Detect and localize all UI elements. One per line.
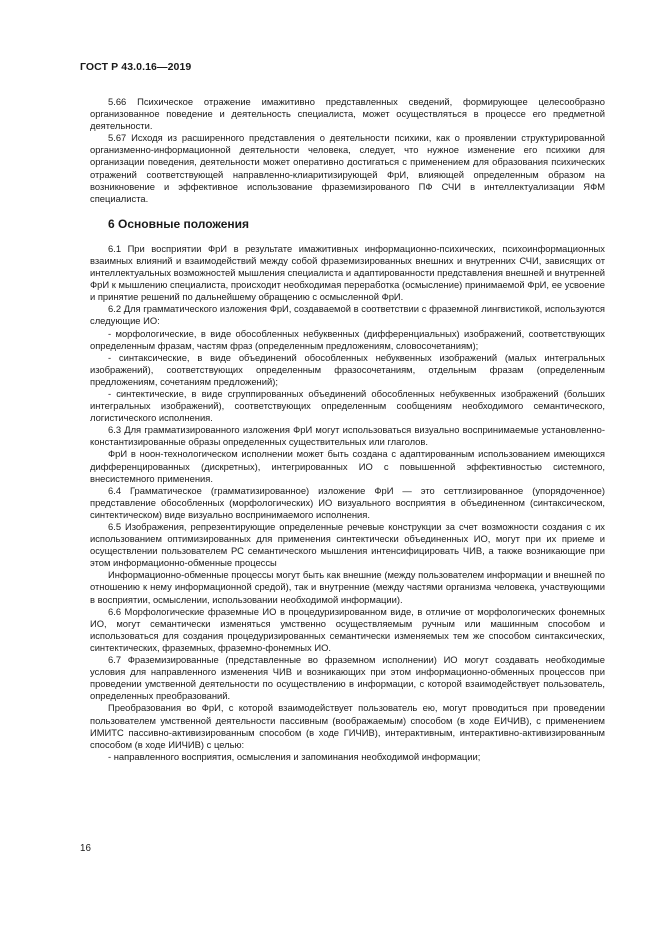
paragraph-6-7-continued: Преобразования во ФрИ, с которой взаимодействует пользователь ею, могут проводиться при проведении пользователем умственной деятельности пассивным (воображаемым) способом (в ходе ЕИЧИВ), с применением ИМИТС пассивно-активизированным способом (в ходе ГИЧИВ), интерактивным, интерактивно-активизированным способом (в ходе ИИЧИВ) с целью:: [90, 702, 605, 750]
paragraph-6-3-continued: ФрИ в ноон-технологическом исполнении может быть создана с адаптированным использованием имеющихся дифференцированных (дискретных), интегрированных ИО с повышенной эффективностью системного, внесистемного применения.: [90, 448, 605, 484]
paragraph-6-5: 6.5 Изображения, репрезентирующие определенные речевые конструкции за счет возможности создания с их использованием оптимизированных для применения синтектически объединенных ИО, могут при их приеме и осуществлении пользователем РС семантического мышления интенсифицировать ЧИВ, а также возникающие при этом информационно-обменные процессы: [90, 521, 605, 569]
paragraph-6-1: 6.1 При восприятии ФрИ в результате имажитивных информационно-психических, психоинформационных взаимных влияний и взаимодействий между собой фраземизированных внешних и внутренних СЧИ, зависящих от интеллектуальных возможностей мышления специалиста и адаптированности представления внешней и внутренней ФрИ к мышлению специалиста, происходит необходимая переработка (осмысление) принимаемой ФрИ, ее усвоение и принятие решений по дальнейшему обращению с осмысленной ФрИ.: [90, 242, 605, 303]
section-heading: 6 Основные положения: [108, 216, 250, 231]
paragraph-6-5-continued: Информационно-обменные процессы могут быть как внешние (между пользователем информации и внешней по отношению к нему информационной средой), так и внутренние (между частями организма человека, участвующими в восприятии, осмыслении, использовании необходимой информации).: [90, 569, 605, 605]
list-item-directed-perception: - направленного восприятия, осмысления и запоминания необходимой информации;: [108, 750, 481, 762]
page-number: 16: [80, 843, 91, 854]
paragraph-5-67: 5.67 Исходя из расширенного представления о деятельности психики, как о проявлении структурированной организменно-информационной деятельности человека, следует, что нужное изменение его психики для организации поведения, деятельности может оперативно достигаться с применением для образования психических отражений соответствующей направленно-клиаритизирующей ФрИ, влияющей определенным образом на возникновение и эффективное использование фраземизированого ПФ СЧИ в интеллектуализации ЯФМ специалиста.: [90, 132, 605, 204]
list-item-syntectic: - синтектические, в виде сгруппированных объединений обособленных небуквенных изображений (больших интегральных изображений), соответствующих определенным сообщениям необходимого семантического, логистического исполнения.: [90, 387, 605, 424]
list-item-morphological: - морфологические, в виде обособленных небуквенных (дифференциальных) изображений, соответствующих определенным фразам, частям фраз (определенным предложениям, словосочетаниям);: [90, 327, 605, 351]
document-header: ГОСТ Р 43.0.16—2019: [80, 61, 192, 73]
paragraph-6-6: 6.6 Морфологические фраземные ИО в процедуризированном виде, в отличие от морфологических фонемных ИО, могут семантически изменяться умственно осуществляемым ручным или машинным способом и использоваться для создания процедуризированных семантически изменяемых тем же способом синтаксических, синтектических, фраземных, фраземно-фонемных ИО.: [90, 605, 605, 653]
paragraph-6-7: 6.7 Фраземизированные (представленные во фраземном исполнении) ИО могут создавать необходимые условия для направленного изменения ЧИВ и возникающих при этом информационно-обменных процессов при проведении умственной деятельности по осуществлению в информации, с которой взаимодействует пользователь, определенных преобразований.: [90, 654, 605, 702]
paragraph-6-4: 6.4 Грамматическое (грамматизированное) изложение ФрИ — это сеттлизированное (упорядоченное) представление обособленных (морфологических) ИО визуального восприятия в объединенном (синтаксическом, синтектическом) виде визуально воспринимаемого исполнения.: [90, 484, 605, 520]
paragraph-5-66: 5.66 Психическое отражение имажитивно представленных сведений, формирующее целесообразно организованное поведение и деятельность специалиста, может осуществляться в процессе его предметной деятельности.: [90, 96, 605, 132]
list-item-syntactic: - синтаксические, в виде объединений обособленных небуквенных изображений (малых интегральных изображений), соответствующих определенным фразосочетаниям, отдельным фразам (определенным предложениям, сочетаниям предложений);: [90, 351, 605, 387]
paragraph-6-3: 6.3 Для грамматизированного изложения ФрИ могут использоваться визуально воспринимаемые установленно-константизированные образы определенных существительных или глаголов.: [90, 424, 605, 448]
paragraph-6-2: 6.2 Для грамматического изложения ФрИ, создаваемой в соответствии с фраземной лингвистикой, используются следующие ИО:: [90, 303, 605, 327]
document-body: [90, 96, 605, 763]
